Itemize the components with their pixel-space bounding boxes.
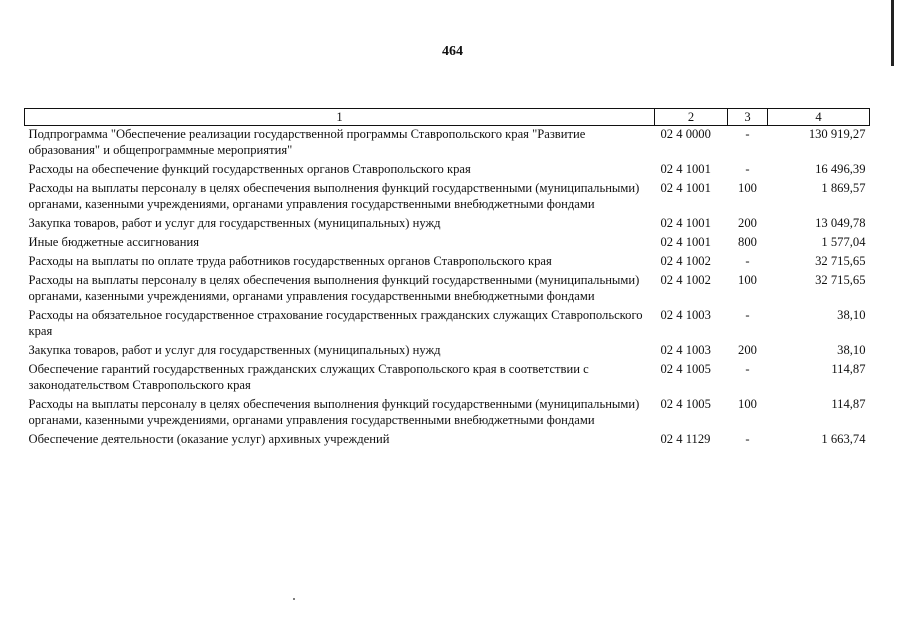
row-code-cell: 02 4 1005 (660, 397, 711, 411)
row-code-cell: 02 4 1005 (660, 362, 711, 376)
row-name-cell: Расходы на выплаты персоналу в целях обеспечения выполнения функций государственными (муниципальными) органами, казенными учреждениями, органами управления государственными внебюджетными фондами (28, 397, 640, 427)
row-amount-cell: 1 663,74 (821, 432, 866, 446)
row-name-cell: Обеспечение деятельности (оказание услуг) архивных учреждений (28, 432, 390, 446)
table-body (25, 126, 870, 451)
row-amount-cell: 32 715,65 (815, 273, 866, 287)
row-name-cell: Обеспечение гарантий государственных гражданских служащих Ставропольского края в соответствии с законодательством Ставропольского края (28, 362, 589, 392)
row-code-cell: 02 4 1002 (660, 273, 711, 287)
row-amount-cell: 114,87 (831, 362, 866, 376)
table-row (25, 307, 870, 342)
row-name-cell: Расходы на обязательное государственное страхование государственных гражданских служащих Ставропольского края (28, 308, 643, 338)
row-name-cell: Расходы на выплаты персоналу в целях обеспечения выполнения функций государственными (муниципальными) органами, казенными учреждениями, органами управления государственными внебюджетными фондами (28, 273, 640, 303)
table-row (25, 342, 870, 361)
row-expense-type-cell: - (745, 162, 750, 176)
page-number: 464 (442, 44, 463, 59)
row-code-cell: 02 4 1001 (660, 162, 711, 176)
row-amount-cell: 38,10 (837, 343, 866, 357)
row-name-cell: Расходы на выплаты персоналу в целях обеспечения выполнения функций государственными (муниципальными) органами, казенными учреждениями, органами управления государственными внебюджетными фондами (28, 181, 640, 211)
row-expense-type-cell: 200 (738, 216, 757, 230)
row-name-cell: Расходы на обеспечение функций государственных органов Ставропольского края (28, 162, 471, 176)
row-code-cell: 02 4 1001 (660, 181, 711, 195)
row-expense-type-cell: - (745, 362, 750, 376)
row-name-cell: Иные бюджетные ассигнования (28, 235, 200, 249)
row-amount-cell: 1 869,57 (821, 181, 866, 195)
table-row (25, 361, 870, 396)
row-amount-cell: 130 919,27 (808, 127, 866, 141)
row-code-cell: 02 4 1003 (660, 343, 711, 357)
column-header-expense-type: 3 (728, 109, 768, 126)
row-amount-cell: 16 496,39 (815, 162, 866, 176)
row-amount-cell: 32 715,65 (815, 254, 866, 268)
table-row (25, 215, 870, 234)
row-amount-cell: 1 577,04 (821, 235, 866, 249)
table-row (25, 396, 870, 431)
table-row (25, 431, 870, 450)
row-expense-type-cell: - (745, 254, 750, 268)
table-row (25, 161, 870, 180)
table-row (25, 234, 870, 253)
row-code-cell: 02 4 1002 (660, 254, 711, 268)
row-expense-type-cell: 100 (738, 273, 757, 287)
row-amount-cell: 38,10 (837, 308, 866, 322)
row-expense-type-cell: - (745, 432, 750, 446)
row-expense-type-cell: 200 (738, 343, 757, 357)
row-name-cell: Расходы на выплаты по оплате труда работников государственных органов Ставропольского края (28, 254, 552, 268)
row-code-cell: 02 4 1129 (660, 432, 711, 446)
row-amount-cell: 114,87 (831, 397, 866, 411)
row-expense-type-cell: 100 (738, 397, 757, 411)
row-name-cell: Закупка товаров, работ и услуг для государственных (муниципальных) нужд (28, 216, 441, 230)
row-expense-type-cell: - (745, 127, 750, 141)
table-header-row (25, 109, 870, 126)
column-header-amount: 4 (768, 109, 870, 126)
column-header-code: 2 (655, 109, 728, 126)
table-row (25, 272, 870, 307)
scan-speck (293, 598, 295, 600)
table-row (25, 180, 870, 215)
column-header-name: 1 (25, 109, 655, 126)
row-code-cell: 02 4 1001 (660, 216, 711, 230)
row-code-cell: 02 4 1003 (660, 308, 711, 322)
row-expense-type-cell: - (745, 308, 750, 322)
row-code-cell: 02 4 0000 (660, 127, 711, 141)
row-name-cell: Подпрограмма "Обеспечение реализации государственной программы Ставропольского края "Развитие образования" и общепрограммные мероприятия" (28, 127, 586, 157)
table-row (25, 253, 870, 272)
table-row (25, 126, 870, 162)
row-name-cell: Закупка товаров, работ и услуг для государственных (муниципальных) нужд (28, 343, 441, 357)
budget-table (24, 108, 870, 450)
row-amount-cell: 13 049,78 (815, 216, 866, 230)
row-expense-type-cell: 100 (738, 181, 757, 195)
row-expense-type-cell: 800 (738, 235, 757, 249)
row-code-cell: 02 4 1001 (660, 235, 711, 249)
